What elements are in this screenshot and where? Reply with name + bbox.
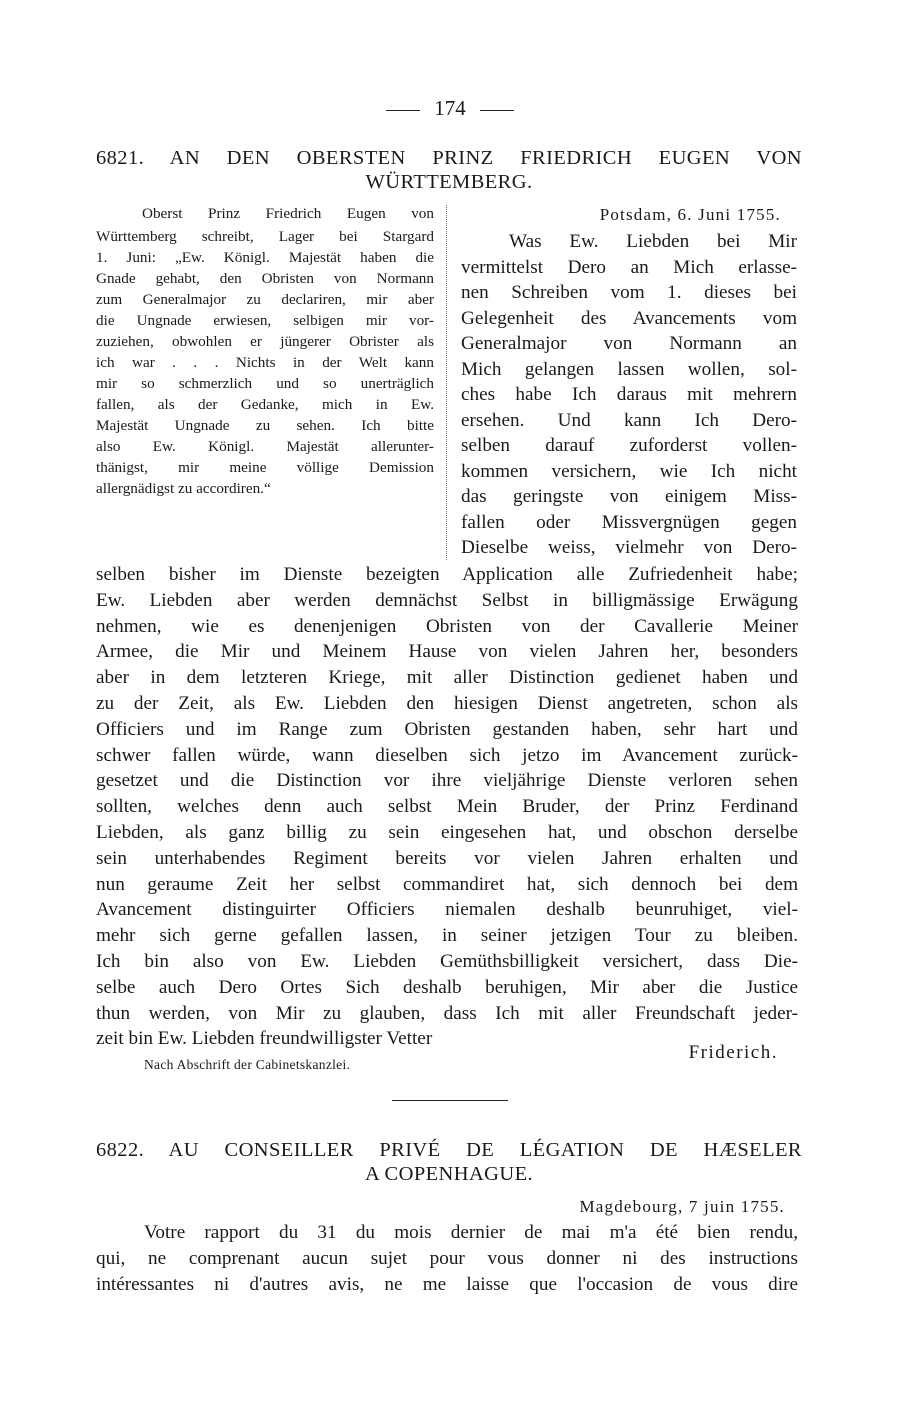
page-number-text: 174 [434, 96, 466, 120]
letter-column [461, 229, 797, 561]
letter-line: selben darauf zuforderst vollen- [461, 435, 797, 456]
body-line: qui, ne comprenant aucun sujet pour vous donner ni des instructions [96, 1247, 798, 1269]
body-line: zeit bin Ew. Liebden freundwilligster Vetter [96, 1028, 433, 1050]
body-line: zu der Zeit, als Ew. Liebden den hiesigen Dienst angetreten, schon als [96, 692, 798, 714]
body-line: Votre rapport du 31 du mois dernier de mai m'a été bien rendu, [144, 1222, 798, 1243]
body-line: aber in dem letzteren Kriege, mit aller Distinction gedienet haben und [96, 667, 798, 689]
letter-6821-body [96, 562, 798, 1052]
letter-6822-body [96, 1220, 798, 1297]
note-line: ich war . . . Nichts in der Welt kann [96, 354, 434, 371]
letter-line: nen Schreiben vom 1. dieses bei [461, 282, 797, 303]
note-line: thänigst, mir meine völlige Demission [96, 459, 434, 476]
body-line: gesetzet und die Distinction vor ihre vieljährige Dienste verloren sehen [96, 770, 798, 792]
letter-6821-heading [96, 146, 802, 194]
body-line: nehmen, wie es denenjenigen Obristen von der Cavallerie Meiner [96, 615, 798, 637]
letter-line: Was Ew. Liebden bei Mir [509, 231, 797, 252]
heading-line-2: A COPENHAGUE. [364, 1163, 534, 1185]
signature: Friderich. [688, 1042, 778, 1063]
letter-number: 6822. [96, 1139, 145, 1161]
editorial-note [96, 202, 434, 499]
letter-line: das geringste von einigem Miss- [461, 486, 797, 507]
letter-line: Generalmajor von Normann an [461, 333, 797, 354]
note-line: mir so schmerzlich und so unerträglich [96, 375, 434, 392]
body-line: mehr sich gerne gefallen lassen, in seiner jetzigen Tour zu bleiben. [96, 925, 798, 947]
dateline-magdebourg: Magdebourg, 7 juin 1755. [579, 1197, 785, 1216]
letter-line: Gelegenheit des Avancements vom [461, 307, 797, 329]
body-line: Armee, die Mir und Meinem Hause von vielen Jahren her, besonders [96, 641, 798, 663]
letter-line: vermittelst Dero an Mich erlasse- [461, 256, 797, 278]
column-divider [446, 205, 447, 560]
letter-line: ches habe Ich daraus mit mehrern [461, 384, 797, 405]
section-separator [392, 1100, 508, 1101]
note-line: 1. Juni: „Ew. Königl. Majestät haben die [96, 249, 434, 266]
letter-line: ersehen. Und kann Ich Dero- [461, 409, 797, 431]
note-line: fallen, als der Gedanke, mich in Ew. [96, 396, 434, 413]
page-number-dash-right [480, 110, 514, 111]
dateline-potsdam: Potsdam, 6. Juni 1755. [599, 205, 781, 224]
body-line: thun werden, von Mir zu glauben, dass Ich mit aller Freundschaft jeder- [96, 1002, 798, 1024]
note-line: Oberst Prinz Friedrich Eugen von [142, 205, 434, 222]
body-line: Avancement distinguirter Officiers niemalen deshalb beunruhiget, viel- [96, 899, 798, 921]
body-line: schwer fallen würde, wann dieselben sich jetzo im Avancement zurück- [96, 744, 798, 766]
note-line: also Ew. Königl. Majestät allerunter- [96, 438, 434, 455]
note-line: Württemberg schreibt, Lager bei Stargard [96, 228, 434, 245]
note-line: Gnade gehabt, den Obristen von Normann [96, 270, 434, 287]
heading-text: AU CONSEILLER PRIVÉ DE LÉGATION DE HÆSELER [168, 1139, 802, 1161]
heading-line-1 [96, 1138, 802, 1162]
note-line: Majestät Ungnade zu sehen. Ich bitte [96, 417, 434, 434]
page-number-dash-left [386, 110, 420, 111]
letter-line: kommen versichern, wie Ich nicht [461, 460, 797, 482]
body-line: Officiers und im Range zum Obristen gestanden haben, sehr hart und [96, 718, 798, 740]
source-note: Nach Abschrift der Cabinetskanzlei. [144, 1057, 351, 1072]
heading-text: AN DEN OBERSTEN PRINZ FRIEDRICH EUGEN VON [169, 147, 802, 169]
body-line: Ew. Liebden aber werden demnächst Selbst in billigmässige Erwägung [96, 589, 798, 611]
note-line: zuziehen, obwohlen er jüngerer Obrister als [96, 333, 434, 350]
body-line: sein unterhabendes Regiment bereits vor vielen Jahren erhalten und [96, 847, 798, 869]
body-line: intéressantes ni d'autres avis, ne me laisse que l'occasion de vous dire [96, 1273, 798, 1295]
note-line: zum Generalmajor zu declariren, mir aber [96, 291, 434, 308]
note-line: die Ungnade erwiesen, selbigen mir vor- [96, 312, 434, 329]
heading-line-1 [96, 146, 802, 170]
body-line: selben bisher im Dienste bezeigten Application alle Zufriedenheit habe; [96, 564, 798, 585]
letter-line: Dieselbe weiss, vielmehr von Dero- [461, 537, 797, 558]
letter-number: 6821. [96, 147, 145, 169]
body-line: nun geraume Zeit her selbst commandiret hat, sich dennoch bei dem [96, 873, 798, 895]
heading-line-2: WÜRTTEMBERG. [365, 171, 533, 193]
letter-6822-heading [96, 1138, 802, 1186]
body-line: selbe auch Dero Ortes Sich deshalb beruhigen, Mir aber die Justice [96, 976, 798, 998]
letter-line: fallen oder Missvergnügen gegen [461, 511, 797, 533]
note-line: allergnädigst zu accordiren.“ [96, 480, 271, 497]
page-number [0, 96, 900, 121]
body-line: sollten, welches denn auch selbst Mein Bruder, der Prinz Ferdinand [96, 796, 798, 818]
body-line: Ich bin also von Ew. Liebden Gemüthsbilligkeit versichert, dass Die- [96, 950, 798, 972]
body-line: Liebden, als ganz billig zu sein eingesehen hat, und obschon derselbe [96, 821, 798, 843]
letter-line: Mich gelangen lassen wollen, sol- [461, 358, 797, 380]
